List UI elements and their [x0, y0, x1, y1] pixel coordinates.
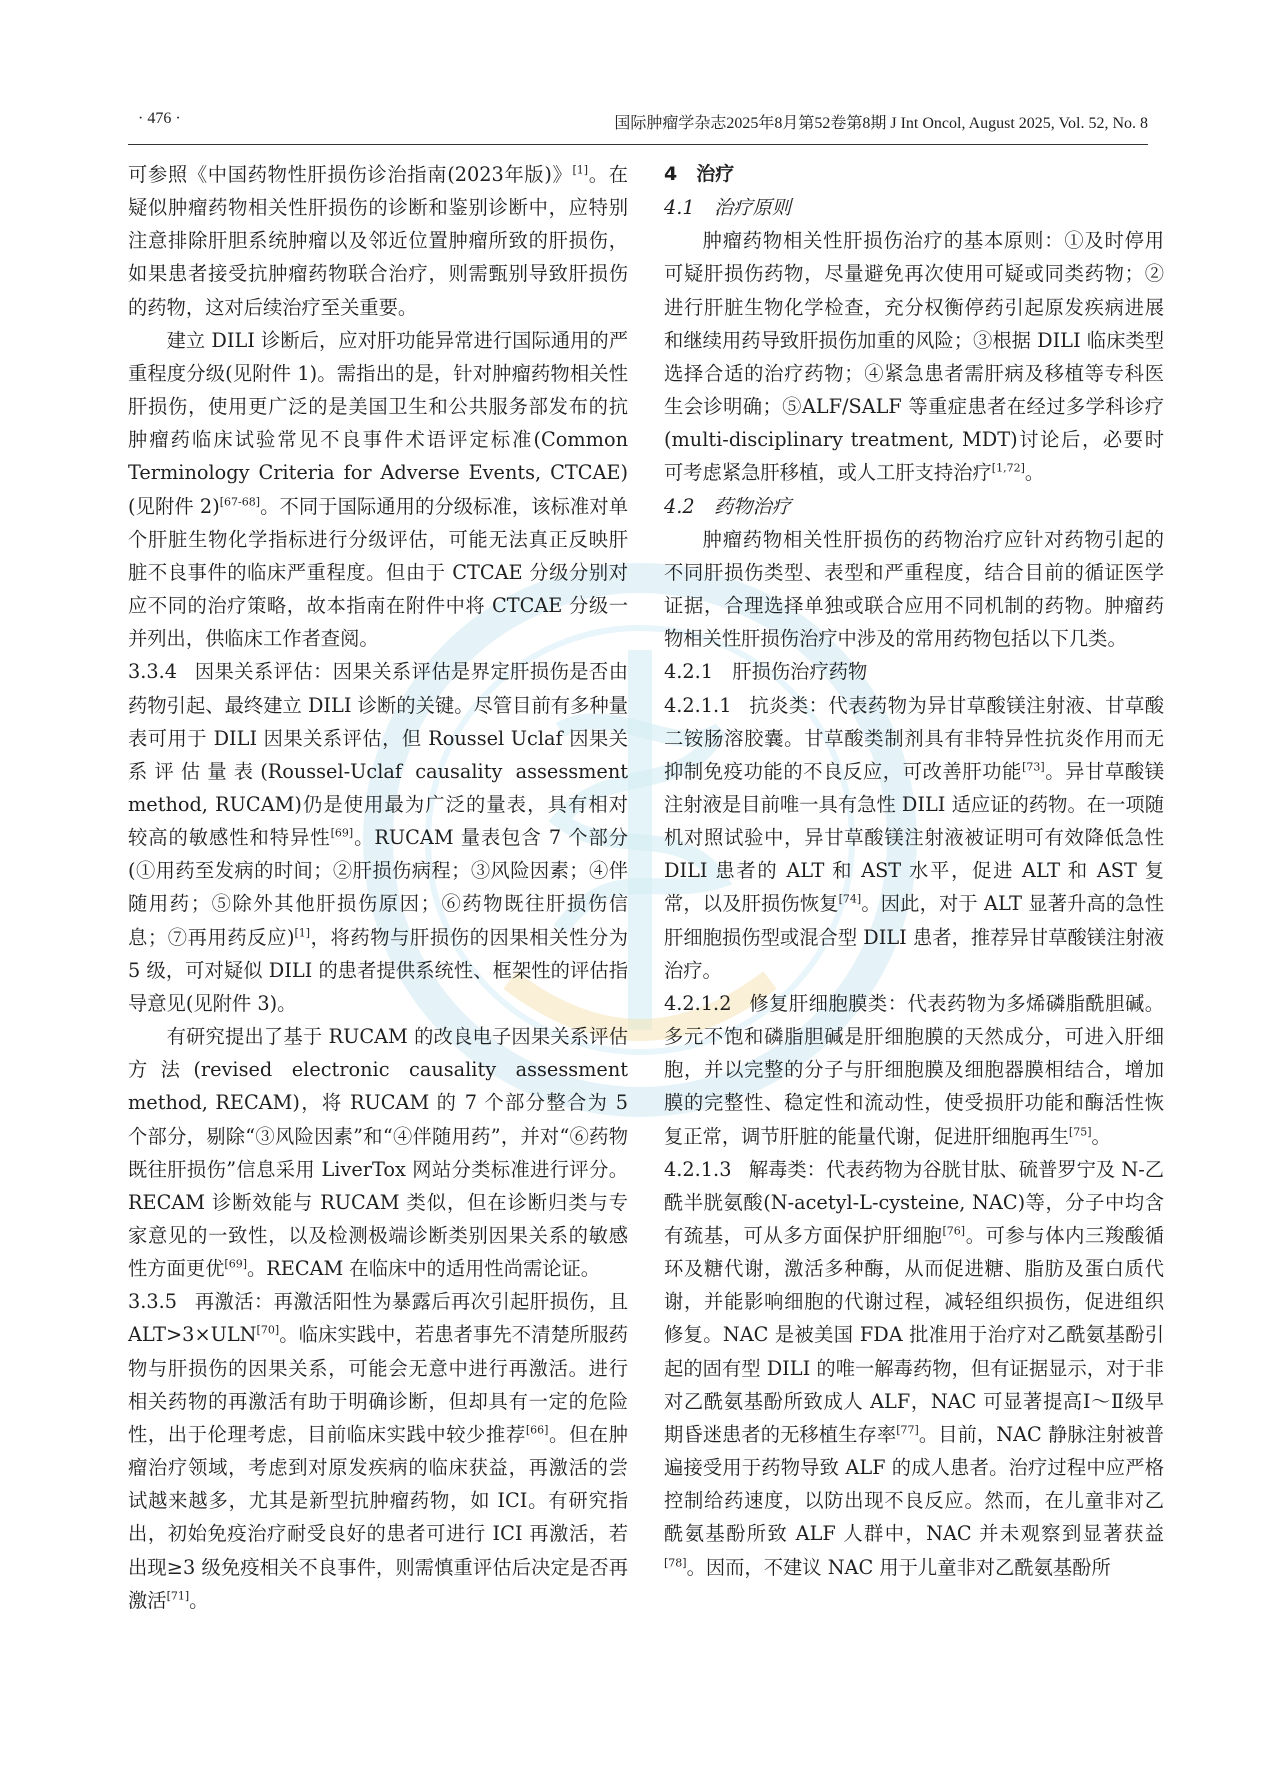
section-heading-4: 4 治疗	[664, 163, 735, 185]
paragraph: 建立 DILI 诊断后，应对肝功能异常进行国际通用的严重程度分级(见附件 1)。需指出的是，针对肿瘤药物相关性肝损伤，使用更广泛的是美国卫生和公共服务部发布的抗肿瘤药临床试验常见不良事件术语评定标准(Common Terminology Criteria for Adverse Events, CTCAE)(见附件 2)[67-68]。不同于国际通用的分级标准，该标准对单个肝脏生物化学指标进行分级评估，可能无法真正反映肝脏不良事件的临床严重程度。但由于 CTCAE 分级分别对应不同的治疗策略，故本指南在附件中将 CTCAE 分级一并列出，供临床工作者查阅。	[128, 328, 628, 651]
paragraph: 有研究提出了基于 RUCAM 的改良电子因果关系评估方法(revised electronic causality assessment method, RECAM)，将 RUCAM 的 7 个部分整合为 5 个部分，剔除“③风险因素”和“④伴随用药”，并对“⑥药物既往肝损伤”信息采用 LiverTox 网站分类标准进行评分。RECAM 诊断效能与 RUCAM 类似，但在诊断归类与专家意见的一致性，以及检测极端诊断类别因果关系的敏感性方面更优[69]。RECAM 在临床中的适用性尚需论证。	[128, 1025, 628, 1281]
journal-running-head: 国际肿瘤学杂志2025年8月第52卷第8期 J Int Oncol, August 2025, Vol. 52, No. 8	[614, 115, 1148, 132]
paragraph: 可参照《中国药物性肝损伤诊治指南(2023年版)》[1]。在疑似肿瘤药物相关性肝损伤的诊断和鉴别诊断中，应特别注意排除肝胆系统肿瘤以及邻近位置肿瘤所致的肝损伤，如果患者接受抗肿瘤药物联合治疗，则需甄别导致肝损伤的药物，这对后续治疗至关重要。	[128, 163, 628, 319]
left-column	[128, 158, 628, 1617]
section-3-3-4: 3.3.4 因果关系评估：因果关系评估是界定肝损伤是否由药物引起、最终建立 DILI 诊断的关键。尽管目前有多种量表可用于 DILI 因果关系评估，但 Roussel Uclaf 因果关系评估量表(Roussel-Uclaf causality assessment method, RUCAM)仍是使用最为广泛的量表，具有相对较高的敏感性和特异性[69]。RUCAM 量表包含 7 个部分(①用药至发病的时间；②肝损伤病程；③风险因素；④伴随用药；⑤除外其他肝损伤原因；⑥药物既往肝损伤信息；⑦再用药反应)[1]，将药物与肝损伤的因果相关性分为 5 级，可对疑似 DILI 的患者提供系统性、框架性的评估指导意见(见附件 3)。	[128, 660, 629, 1015]
section-4-2-1-3: 4.2.1.3 解毒类：代表药物为谷胱甘肽、硫普罗宁及 N-乙酰半胱氨酸(N-acetyl-L-cysteine, NAC)等，分子中均含有巯基，可从多方面保护肝细胞[76]。可参与体内三羧酸循环及糖代谢，激活多种酶，从而促进糖、脂肪及蛋白质代谢，并能影响细胞的代谢过程，减轻组织损伤，促进组织修复。NAC 是被美国 FDA 批准用于治疗对乙酰氨基酚引起的固有型 DILI 的唯一解毒药物，但有证据显示，对于非对乙酰氨基酚所致成人 ALF，NAC 可显著提高Ⅰ～Ⅱ级早期昏迷患者的无移植生存率[77]。目前，NAC 静脉注射被普遍接受用于药物导致 ALF 的成人患者。治疗过程中应严格控制给药速度，以防出现不良反应。然而，在儿童非对乙酰氨基酚所致 ALF 人群中，NAC 并未观察到显著获益[78]。因而，不建议 NAC 用于儿童非对乙酰氨基酚所	[664, 1157, 1165, 1579]
section-4-2-1-1: 4.2.1.1 抗炎类：代表药物为异甘草酸镁注射液、甘草酸二铵肠溶胶囊。甘草酸类制剂具有非特异性抗炎作用而无抑制免疫功能的不良反应，可改善肝功能[73]。异甘草酸镁注射液是目前唯一具有急性 DILI 适应证的药物。在一项随机对照试验中，异甘草酸镁注射液被证明可有效降低急性 DILI 患者的 ALT 和 AST 水平，促进 ALT 和 AST 复常，以及肝损伤恢复[74]。因此，对于 ALT 显著升高的急性肝细胞损伤型或混合型 DILI 患者，推荐异甘草酸镁注射液治疗。	[664, 693, 1165, 982]
page-number: · 476 ·	[138, 110, 181, 127]
paragraph: 肿瘤药物相关性肝损伤治疗的基本原则：①及时停用可疑肝损伤药物，尽量避免再次使用可疑或同类药物；②进行肝脏生物化学检查，充分权衡停药引起原发疾病进展和继续用药导致肝损伤加重的风险；③根据 DILI 临床类型选择合适的治疗药物；④紧急患者需肝病及移植等专科医生会诊明确；⑤ALF/SALF 等重症患者在经过多学科诊疗(multi-disciplinary treatment, MDT)讨论后，必要时可考虑紧急肝移植，或人工肝支持治疗[1,72]。	[664, 229, 1164, 485]
section-4-2-1-2: 4.2.1.2 修复肝细胞膜类：代表药物为多烯磷脂酰胆碱。多元不饱和磷脂胆碱是肝细胞膜的天然成分，可进入肝细胞，并以完整的分子与肝细胞膜及细胞器膜相结合，增加膜的完整性、稳定性和流动性，使受损肝功能和酶活性恢复正常，调节肝脏的能量代谢，促进肝细胞再生[75]。	[664, 991, 1164, 1148]
page-header	[128, 104, 1148, 145]
section-heading-4-2-1: 4.2.1 肝损伤治疗药物	[664, 660, 868, 684]
section-heading-4-1: 4.1 治疗原则	[664, 196, 792, 220]
section-3-3-5: 3.3.5 再激活：再激活阳性为暴露后再次引起肝损伤，且 ALT>3×ULN[70]。临床实践中，若患者事先不清楚所服药物与肝损伤的因果关系，可能会无意中进行再激活。进行相关药物的再激活有助于明确诊断，但却具有一定的危险性，出于伦理考虑，目前临床实践中较少推荐[66]。但在肿瘤治疗领域，考虑到对原发疾病的临床获益，再激活的尝试越来越多，尤其是新型抗肿瘤药物，如 ICI。有研究指出，初始免疫治疗耐受良好的患者可进行 ICI 再激活，若出现≥3 级免疫相关不良事件，则需慎重评估后决定是否再激活[71]。	[128, 1290, 629, 1612]
right-column	[664, 158, 1164, 1584]
paragraph: 肿瘤药物相关性肝损伤的药物治疗应针对药物引起的不同肝损伤类型、表型和严重程度，结合目前的循证医学证据，合理选择单独或联合应用不同机制的药物。肿瘤药物相关性肝损伤治疗中涉及的常用药物包括以下几类。	[664, 527, 1164, 651]
section-heading-4-2: 4.2 药物治疗	[664, 494, 792, 518]
